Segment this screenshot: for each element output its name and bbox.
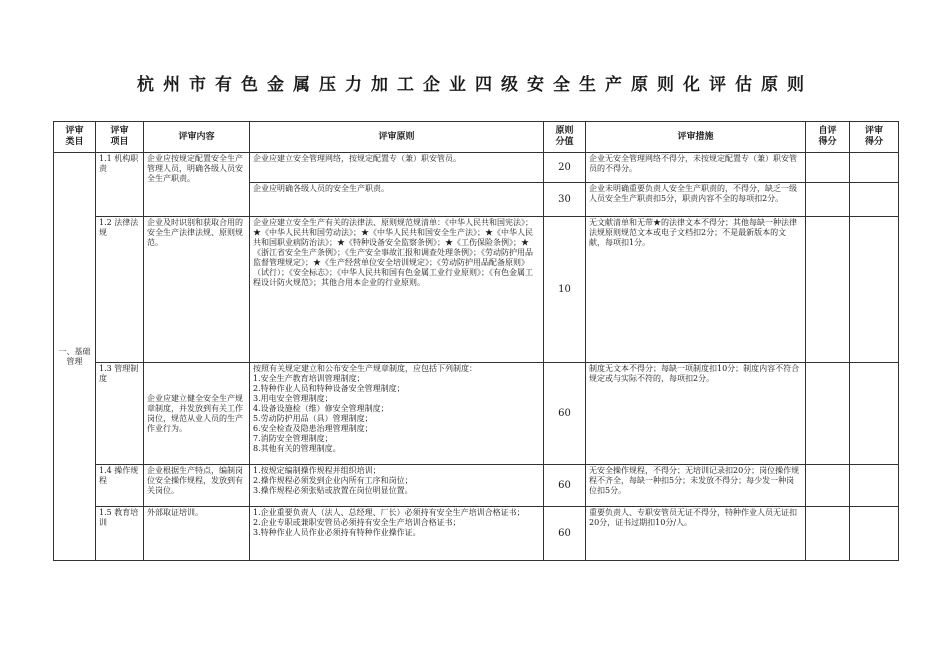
principle-cell: 1.企业重要负责人（法人、总经理、厂长）必须持有安全生产培训合格证书； 2.企业专职或兼职安管员必须持有安全生产培训合格证书； 3.特种作业人员作业必须持有特种作业操作证。 xyxy=(250,507,544,561)
self-score-cell[interactable] xyxy=(806,153,850,183)
item-cell: 1.4 操作规程 xyxy=(96,465,144,507)
self-score-cell[interactable] xyxy=(806,465,850,507)
review-score-cell[interactable] xyxy=(850,153,899,183)
review-score-cell[interactable] xyxy=(850,507,899,561)
item-cell: 1.3 管理制度 xyxy=(96,363,144,465)
points-cell: 60 xyxy=(544,465,586,507)
content-cell: 企业应按规定配置安全生产管理人员，明确各级人员安全生产职责。 xyxy=(144,153,250,217)
self-score-cell[interactable] xyxy=(806,507,850,561)
review-score-cell[interactable] xyxy=(850,217,899,363)
principle-cell: 企业应明确各级人员的安全生产职责。 xyxy=(250,183,544,217)
points-cell: 10 xyxy=(544,217,586,363)
header-self-score: 自评 得分 xyxy=(806,122,850,153)
content-cell: 企业及时识别和获取合用的安全生产法律法规、原则规范。 xyxy=(144,217,250,363)
item-cell: 1.2 法律法规 xyxy=(96,217,144,363)
self-score-cell[interactable] xyxy=(806,363,850,465)
points-cell: 30 xyxy=(544,183,586,217)
item-cell: 1.1 机构职责 xyxy=(96,153,144,217)
header-row xyxy=(54,122,899,153)
table-row xyxy=(54,465,899,507)
content-cell: 外部取证培训。 xyxy=(144,507,250,561)
content-cell: 企业应建立健全安全生产规章制度，并发放到有关工作岗位，规范从业人员的生产作业行为。 xyxy=(144,363,250,465)
header-measures: 评审措施 xyxy=(586,122,806,153)
category-cell: 一、基础管理 xyxy=(54,153,96,561)
assessment-table xyxy=(53,121,899,561)
table-row xyxy=(54,507,899,561)
header-points: 原则 分值 xyxy=(544,122,586,153)
measures-cell: 重要负责人、专职安管员无证不得分，特种作业人员无证扣20分，证书过期扣10分/人。 xyxy=(586,507,806,561)
principle-cell: 1.按规定编制操作规程并组织培训； 2.操作规程必须发到企业内所有工序和岗位； 3.操作规程必须张贴或放置在岗位明显位置。 xyxy=(250,465,544,507)
header-review-score: 评审 得分 xyxy=(850,122,899,153)
document-title: 杭州市有色金属压力加工企业四级安全生产原则化评估原则 xyxy=(137,75,813,95)
principle-cell: 按照有关规定建立和公布安全生产规章制度，应包括下列制度： 1.安全生产教育培训管理制度； 2.特种作业人员和特种设备安全管理制度； 3.用电安全管理制度； 4.设备设施检（维）修安全管理制度； 5.劳动防护用品（具）管理制度； 6.安全检查及隐患治理管理制度； 7.消防安全管理制度； 8.其他有关的管理制度。 xyxy=(250,363,544,465)
review-score-cell[interactable] xyxy=(850,183,899,217)
table-row xyxy=(54,363,899,465)
review-score-cell[interactable] xyxy=(850,363,899,465)
review-score-cell[interactable] xyxy=(850,465,899,507)
measures-cell: 企业无安全管理网络不得分，未按规定配置专（兼）职安管员的不得分。 xyxy=(586,153,806,183)
principle-cell: 企业应建立安全生产有关的法律法、原则规范规清单：《中华人民共和国宪法》；★《中华人民共和国劳动法》；★《中华人民共和国安全生产法》；★《中华人民共和国职业病防治法》；★《特种设备安全监察条例》；★《工伤保险条例》；★《浙江省安全生产条例》；《生产安全事故汇报和调查处理条例》；《劳动防护用品监督管理规定》；★《生产经营单位安全培训规定》；《劳动防护用品配备原则》（试行）；《安全标志》；《中华人民共和国有色金属工业行业原则》；《有色金属工程设计防火规范》；其他合用本企业的行业原则。 xyxy=(250,217,544,363)
measures-cell: 制度无文本不得分；每缺一项制度扣10分；制度内容不符合规定或与实际不符的，每项扣2分。 xyxy=(586,363,806,465)
header-principle: 评审原则 xyxy=(250,122,544,153)
points-cell: 20 xyxy=(544,153,586,183)
points-cell: 60 xyxy=(544,507,586,561)
item-cell: 1.5 教育培训 xyxy=(96,507,144,561)
self-score-cell[interactable] xyxy=(806,183,850,217)
measures-cell: 企业未明确重要负责人安全生产职责的，不得分，缺乏一级人员安全生产职责扣5分，职责内容不全的每项扣2分。 xyxy=(586,183,806,217)
table-row xyxy=(54,153,899,183)
principle-cell: 企业应建立安全管理网络，按规定配置专（兼）职安管员。 xyxy=(250,153,544,183)
header-content: 评审内容 xyxy=(144,122,250,153)
points-cell: 60 xyxy=(544,363,586,465)
header-item: 评审 项目 xyxy=(96,122,144,153)
content-cell: 企业根据生产特点，编制岗位安全操作规程，发放到有关岗位。 xyxy=(144,465,250,507)
measures-cell: 无安全操作规程，不得分；无培训记录扣20分；岗位操作规程不齐全，每缺一种扣5分；未发放不得分；每少发一种岗位扣5分。 xyxy=(586,465,806,507)
table-row xyxy=(54,217,899,363)
self-score-cell[interactable] xyxy=(806,217,850,363)
header-category: 评审 类目 xyxy=(54,122,96,153)
measures-cell: 无文献清单和无带★的法律文本不得分；其他每缺一种法律法规原则规范文本或电子文档扣2分；不是最新版本的文献，每项扣1分。 xyxy=(586,217,806,363)
